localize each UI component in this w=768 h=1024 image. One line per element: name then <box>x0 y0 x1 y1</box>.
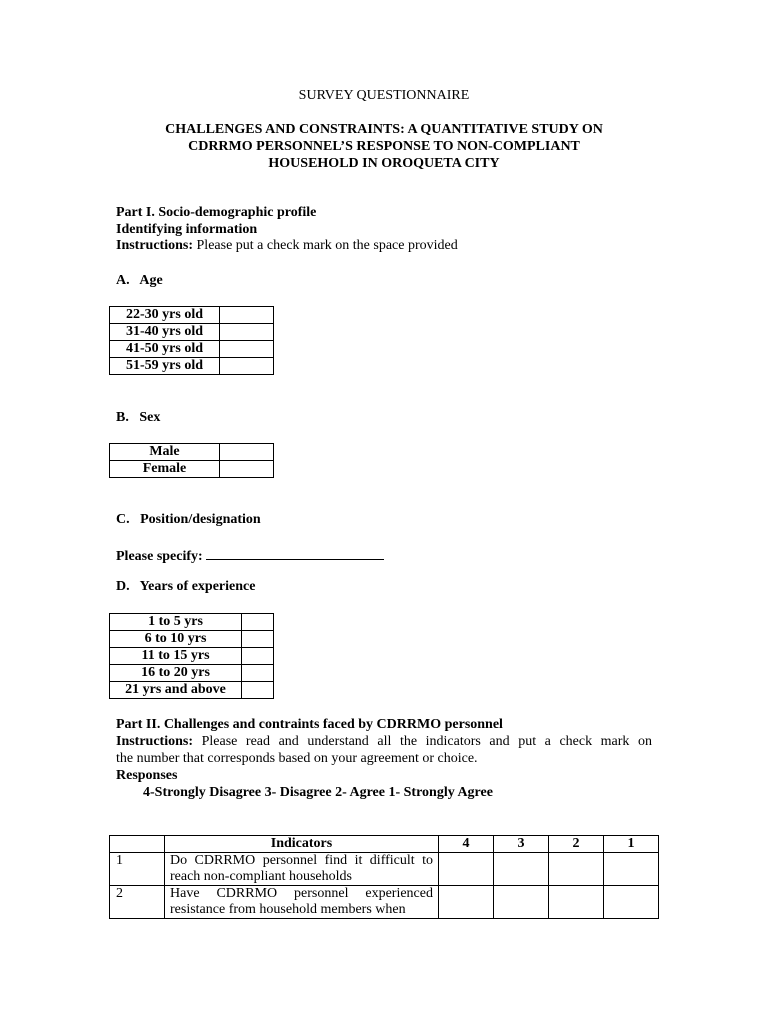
part1-subtitle: Identifying information <box>116 222 258 237</box>
study-title-line: CHALLENGES AND CONSTRAINTS: A QUANTITATIVE STUDY ON <box>165 122 603 137</box>
rating-cell-1[interactable] <box>604 886 659 919</box>
rating-cell-3[interactable] <box>494 853 549 886</box>
table-row <box>110 886 659 919</box>
indicator-text: Do CDRRMO personnel find it difficult to reach non-compliant households <box>165 853 439 886</box>
row-number: 1 <box>110 853 165 886</box>
sex-checkbox-cell[interactable] <box>220 444 274 461</box>
table-row <box>110 307 274 324</box>
sex-option: Male <box>110 444 220 461</box>
table-row <box>110 614 274 631</box>
part2-title: Part II. Challenges and contraints faced by CDRRMO personnel <box>116 717 503 732</box>
rating-cell-1[interactable] <box>604 853 659 886</box>
instructions-text: Please put a check mark on the space provided <box>193 238 458 253</box>
rating-cell-4[interactable] <box>439 886 494 919</box>
table-row <box>110 358 274 375</box>
position-input-line[interactable] <box>206 546 384 560</box>
age-option: 31-40 yrs old <box>110 324 220 341</box>
table-row <box>110 682 274 699</box>
sex-option: Female <box>110 461 220 478</box>
part2-instructions-line1 <box>116 734 652 750</box>
experience-checkbox-cell[interactable] <box>242 648 274 665</box>
table-row <box>110 853 659 886</box>
experience-heading: D. Years of experience <box>116 579 256 594</box>
study-title <box>0 121 768 172</box>
table-row <box>110 665 274 682</box>
sex-checkbox-cell[interactable] <box>220 461 274 478</box>
table-header-row <box>110 836 659 853</box>
age-checkbox-cell[interactable] <box>220 358 274 375</box>
sex-heading: B. Sex <box>116 410 161 425</box>
position-specify <box>116 546 384 565</box>
experience-option: 16 to 20 yrs <box>110 665 242 682</box>
header-2: 2 <box>549 836 604 853</box>
age-heading: A. Age <box>116 273 163 288</box>
experience-checkbox-cell[interactable] <box>242 665 274 682</box>
rating-cell-2[interactable] <box>549 853 604 886</box>
header-no <box>110 836 165 853</box>
age-checkbox-cell[interactable] <box>220 307 274 324</box>
survey-title: SURVEY QUESTIONNAIRE <box>298 88 470 103</box>
table-row <box>110 324 274 341</box>
part1-title: Part I. Socio-demographic profile <box>116 205 317 220</box>
indicator-text: Have CDRRMO personnel experienced resistance from household members when <box>165 886 439 919</box>
rating-cell-2[interactable] <box>549 886 604 919</box>
instructions-label: Instructions: <box>116 238 194 253</box>
header-1: 1 <box>604 836 659 853</box>
header-3: 3 <box>494 836 549 853</box>
sex-table <box>109 443 274 478</box>
table-row <box>110 444 274 461</box>
rating-cell-4[interactable] <box>439 853 494 886</box>
specify-label: Please specify: <box>116 549 203 564</box>
table-row <box>110 341 274 358</box>
study-title-line: CDRRMO PERSONNEL’S RESPONSE TO NON-COMPLIANT <box>188 139 580 154</box>
table-row <box>110 461 274 478</box>
experience-table <box>109 613 274 699</box>
age-table <box>109 306 274 375</box>
table-row <box>110 648 274 665</box>
age-checkbox-cell[interactable] <box>220 341 274 358</box>
experience-checkbox-cell[interactable] <box>242 614 274 631</box>
experience-checkbox-cell[interactable] <box>242 682 274 699</box>
response-scale: 4-Strongly Disagree 3- Disagree 2- Agree 1- Strongly Agree <box>143 785 493 800</box>
experience-checkbox-cell[interactable] <box>242 631 274 648</box>
part1-instructions <box>116 238 458 254</box>
indicators-table <box>109 835 659 919</box>
experience-option: 21 yrs and above <box>110 682 242 699</box>
table-row <box>110 631 274 648</box>
age-option: 51-59 yrs old <box>110 358 220 375</box>
age-option: 22-30 yrs old <box>110 307 220 324</box>
experience-option: 1 to 5 yrs <box>110 614 242 631</box>
study-title-line: HOUSEHOLD IN OROQUETA CITY <box>268 156 500 171</box>
position-heading: C. Position/designation <box>116 512 261 527</box>
age-checkbox-cell[interactable] <box>220 324 274 341</box>
header-4: 4 <box>439 836 494 853</box>
part2-instructions-line2: the number that corresponds based on your agreement or choice. <box>116 751 478 766</box>
experience-option: 11 to 15 yrs <box>110 648 242 665</box>
age-option: 41-50 yrs old <box>110 341 220 358</box>
instructions-text: Please read and understand all the indicators and put a check mark on <box>193 734 652 749</box>
experience-option: 6 to 10 yrs <box>110 631 242 648</box>
header-indicators: Indicators <box>165 836 439 853</box>
responses-label: Responses <box>116 768 178 783</box>
row-number: 2 <box>110 886 165 919</box>
instructions-label: Instructions: <box>116 734 194 749</box>
rating-cell-3[interactable] <box>494 886 549 919</box>
